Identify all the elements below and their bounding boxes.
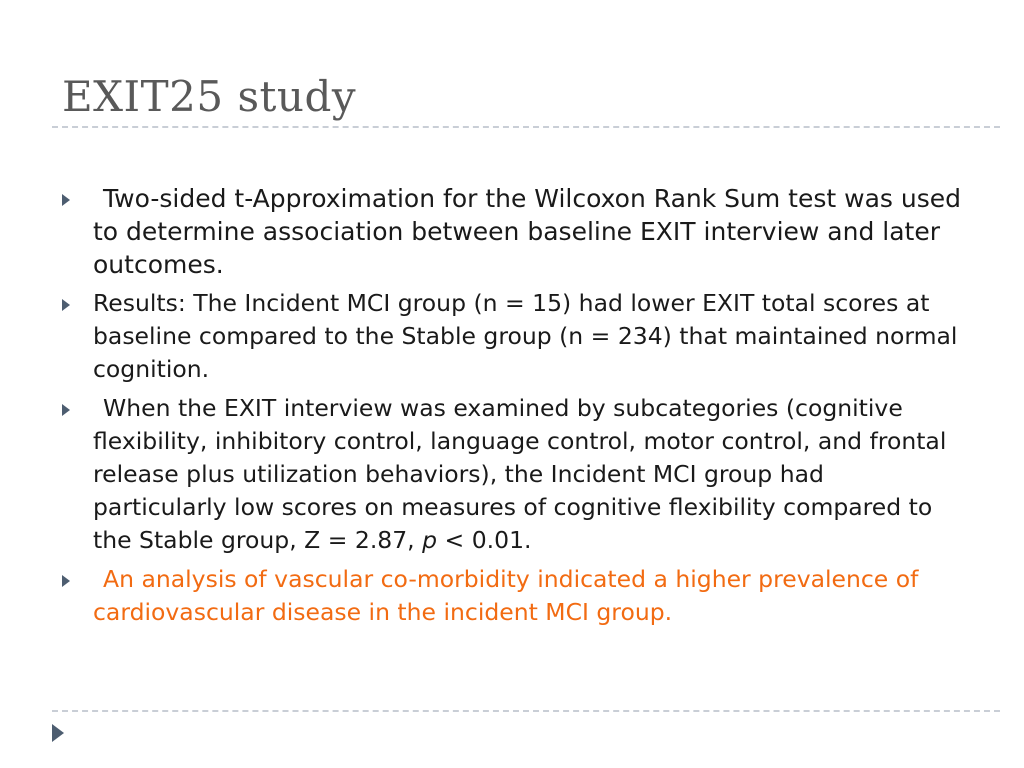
bullet-text: Results: The Incident MCI group (n = 15) had lower EXIT total scores at baseline compared to the Stable group (n = 234) that maintained normal cognition. <box>93 289 958 383</box>
p-value-text: < 0.01. <box>437 526 532 554</box>
title-divider <box>52 126 1000 128</box>
triangle-right-icon <box>62 299 70 311</box>
p-value-symbol: p <box>422 526 438 554</box>
slide-title: EXIT25 study <box>62 72 357 121</box>
triangle-right-icon <box>62 404 70 416</box>
bullet-text: An analysis of vascular co-morbidity indicated a higher prevalence of cardiovascular disease in the incident MCI group. <box>93 565 919 626</box>
bullet-text: Two-sided t-Approximation for the Wilcoxon Rank Sum test was used to determine association between baseline EXIT interview and later outcomes. <box>93 184 961 279</box>
next-slide-icon[interactable] <box>52 724 64 742</box>
bullet-list <box>62 182 962 635</box>
bullet-text: When the EXIT interview was examined by subcategories (cognitive flexibility, inhibitory control, language control, motor control, and frontal release plus utilization behaviors), the Incident MCI group had particularly low scores on measures of cognitive flexibility compared to the Stable group, Z = 2.87, <box>93 394 947 554</box>
triangle-right-icon <box>62 194 70 206</box>
triangle-right-icon <box>62 575 70 587</box>
bullet-item <box>62 392 962 557</box>
bullet-item-highlight <box>62 563 962 629</box>
bullet-item <box>62 182 962 281</box>
bullet-item <box>62 287 962 386</box>
footer-divider <box>52 710 1000 712</box>
